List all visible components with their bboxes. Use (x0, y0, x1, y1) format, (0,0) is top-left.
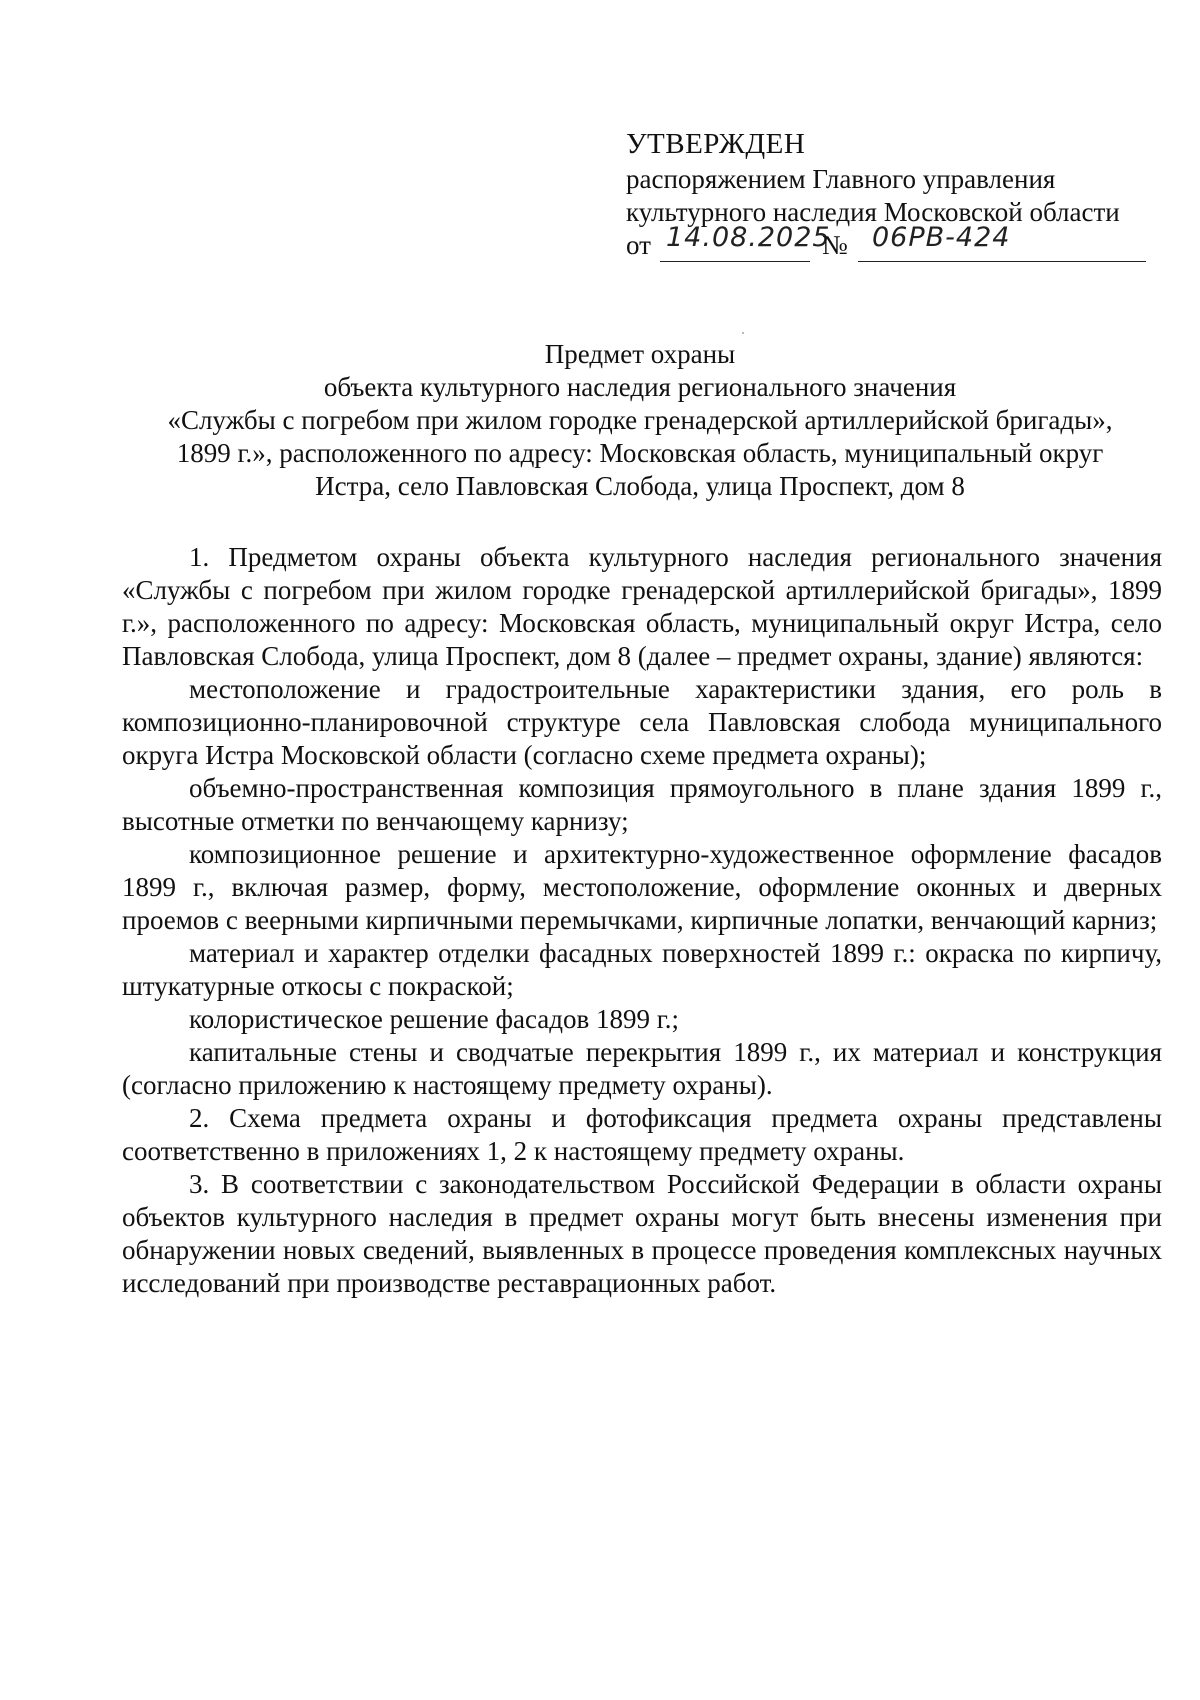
paragraph-volume: объемно-пространственная композиция прямоугольного в плане здания 1899 г., высотные отметки по венчающему карнизу; (122, 773, 1162, 836)
paragraph-1: 1. Предметом охраны объекта культурного наследия регионального значения «Службы с погребом при жилом городке гренадерской артиллерийской бригады», 1899 г.», расположенного по адресу: Московская область, муниципальный округ Истра, село Павловская Слобода, улица Проспект, дом 8 (далее – предмет охраны, здание) являются: (122, 542, 1162, 671)
from-label: от (626, 230, 651, 260)
document-body (122, 541, 1162, 1300)
title-line-1: Предмет охраны (544, 339, 736, 369)
approval-block (626, 128, 1146, 265)
title-line-5: Истра, село Павловская Слобода, улица Проспект, дом 8 (315, 471, 965, 501)
date-underline (660, 261, 810, 262)
title-line-2: объекта культурного наследия регионального значения (323, 372, 957, 402)
scan-speck (742, 332, 744, 334)
paragraph-location: местоположение и градостроительные характеристики здания, его роль в композиционно-планировочной структуре села Павловская слобода муниципального округа Истра Московской области (согласно схеме предмета охраны); (122, 674, 1162, 770)
handwritten-number: 06РВ-424 (872, 222, 1011, 253)
number-label: № (822, 230, 848, 260)
paragraph-3: 3. В соответствии с законодательством Российской Федерации в области охраны объектов культурного наследия в предмет охраны могут быть внесены изменения при обнаружении новых сведений, выявленных в процессе проведения комплексных научных исследований при производстве реставрационных работ. (122, 1169, 1162, 1298)
title-line-3: «Службы с погребом при жилом городке гренадерской артиллерийской бригады», (167, 405, 1113, 435)
handwritten-date: 14.08.2025 (666, 222, 831, 253)
approval-title: УТВЕРЖДЕН (626, 128, 806, 160)
title-line-4: 1899 г.», расположенного по адресу: Московская область, муниципальный округ (176, 438, 1104, 468)
paragraph-material: материал и характер отделки фасадных поверхностей 1899 г.: окраска по кирпичу, штукатурные откосы с покраской; (122, 938, 1162, 1001)
number-underline (858, 261, 1146, 262)
approval-date-number-line (626, 222, 1146, 265)
approval-line-2: культурного наследия Московской области (626, 197, 1120, 227)
document-title (120, 338, 1160, 503)
approval-line-1: распоряжением Главного управления (626, 164, 1056, 194)
paragraph-facades: композиционное решение и архитектурно-художественное оформление фасадов 1899 г., включая размер, форму, местоположение, оформление оконных и дверных проемов с веерными кирпичными перемычками, кирпичные лопатки, венчающий карниз; (122, 839, 1162, 935)
paragraph-2: 2. Схема предмета охраны и фотофиксация предмета охраны представлены соответственно в приложениях 1, 2 к настоящему предмету охраны. (122, 1103, 1162, 1166)
paragraph-walls: капитальные стены и сводчатые перекрытия 1899 г., их материал и конструкция (согласно приложению к настоящему предмету охраны). (122, 1037, 1162, 1100)
paragraph-color: колористическое решение фасадов 1899 г.; (189, 1004, 680, 1034)
